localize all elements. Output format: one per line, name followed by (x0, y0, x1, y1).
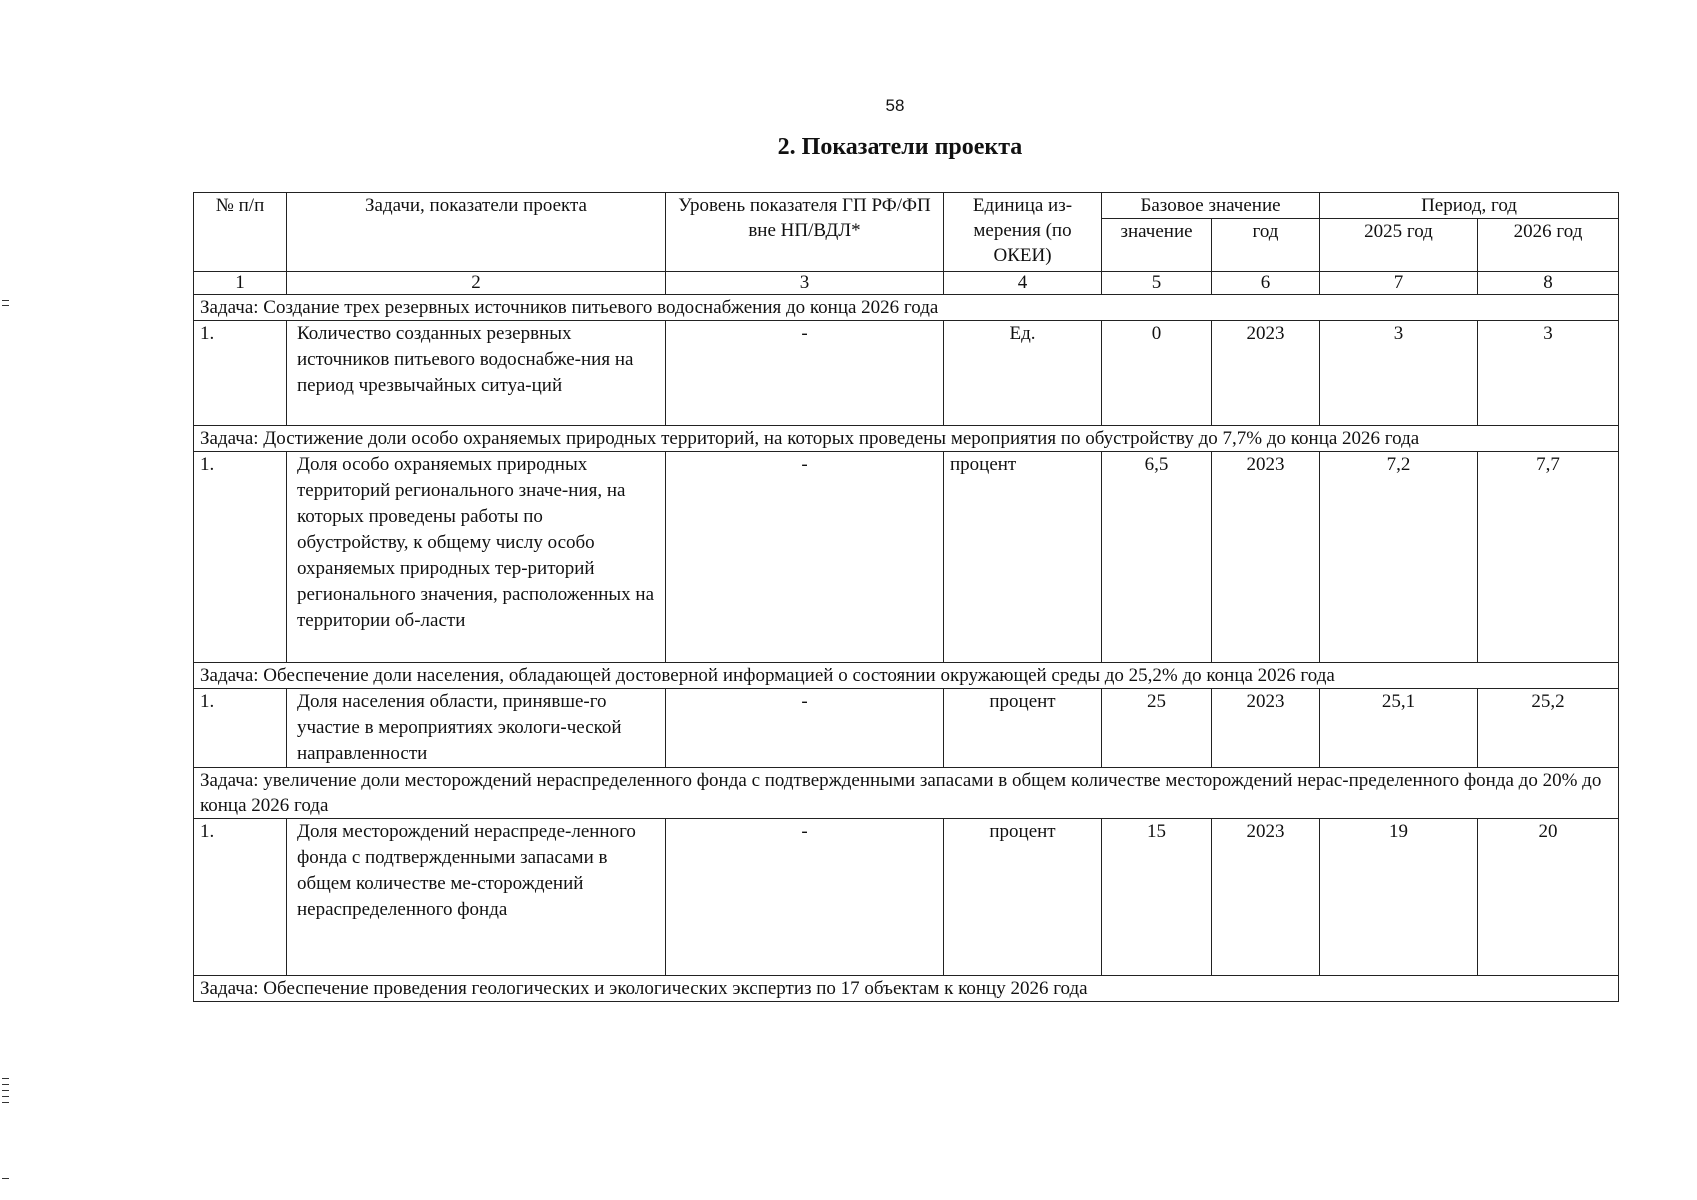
indicator-unit: процент (944, 452, 1102, 663)
header-unit: Единица из-мерения (по ОКЕИ) (944, 193, 1102, 272)
indicator-value-2025: 3 (1320, 321, 1478, 426)
scan-margin-mark (2, 1090, 9, 1091)
indicator-name: Доля особо охраняемых природных территорий регионального значе-ния, на которых проведены работы по обустройству, к общему числу особо охраняемых природных тер-риторий регионального значения, расположенных на территории об-ласти (287, 452, 666, 663)
indicator-base-year: 2023 (1212, 321, 1320, 426)
task-row (194, 295, 1619, 321)
indicator-value-2026: 3 (1478, 321, 1619, 426)
header-base-group: Базовое значение (1102, 193, 1320, 219)
task-row (194, 976, 1619, 1002)
task-text: Задача: Обеспечение доли населения, обладающей достоверной информацией о состоянии окружающей среды до 25,2% до конца 2026 года (194, 663, 1619, 689)
indicator-no: 1. (194, 452, 287, 663)
header-tasks: Задачи, показатели проекта (287, 193, 666, 272)
indicator-no: 1. (194, 819, 287, 976)
column-number: 5 (1102, 272, 1212, 295)
header-base-value: значение (1102, 219, 1212, 272)
scan-margin-mark (2, 1102, 9, 1103)
indicator-value-2026: 7,7 (1478, 452, 1619, 663)
indicator-level: - (666, 452, 944, 663)
indicator-name: Доля населения области, принявше-го участие в мероприятиях экологи-ческой направленности (287, 689, 666, 768)
indicator-value-2026: 25,2 (1478, 689, 1619, 768)
column-numbers-row (194, 272, 1619, 295)
header-year-2025: 2025 год (1320, 219, 1478, 272)
task-text: Задача: Достижение доли особо охраняемых природных территорий, на которых проведены мероприятия по обустройству до 7,7% до конца 2026 года (194, 426, 1619, 452)
scan-margin-mark (2, 1096, 9, 1097)
indicator-row (194, 321, 1619, 426)
header-no: № п/п (194, 193, 287, 272)
header-period-group: Период, год (1320, 193, 1619, 219)
header-row (194, 193, 1619, 219)
column-number: 6 (1212, 272, 1320, 295)
indicator-value-2025: 25,1 (1320, 689, 1478, 768)
indicator-no: 1. (194, 689, 287, 768)
indicator-value-2025: 7,2 (1320, 452, 1478, 663)
page-title: 2. Показатели проекта (777, 134, 1023, 160)
column-number: 3 (666, 272, 944, 295)
column-number: 2 (287, 272, 666, 295)
indicator-row (194, 819, 1619, 976)
indicator-unit: процент (944, 689, 1102, 768)
scan-margin-mark (2, 1084, 9, 1085)
indicator-level: - (666, 321, 944, 426)
indicator-unit: процент (944, 819, 1102, 976)
indicator-row (194, 689, 1619, 768)
task-row (194, 426, 1619, 452)
indicator-base-value: 0 (1102, 321, 1212, 426)
task-text: Задача: Обеспечение проведения геологических и экологических экспертиз по 17 объектам к концу 2026 года (194, 976, 1619, 1002)
indicator-name: Доля месторождений нераспреде-ленного фонда с подтвержденными запасами в общем количестве ме-сторождений нераспределенного фонда (287, 819, 666, 976)
task-text: Задача: Создание трех резервных источников питьевого водоснабжения до конца 2026 года (194, 295, 1619, 321)
indicator-no: 1. (194, 321, 287, 426)
header-level: Уровень показателя ГП РФ/ФП вне НП/ВДЛ* (666, 193, 944, 272)
column-number: 4 (944, 272, 1102, 295)
column-number: 1 (194, 272, 287, 295)
indicator-row (194, 452, 1619, 663)
indicator-value-2025: 19 (1320, 819, 1478, 976)
indicator-base-year: 2023 (1212, 689, 1320, 768)
indicator-base-value: 25 (1102, 689, 1212, 768)
indicator-level: - (666, 819, 944, 976)
scan-margin-mark (2, 305, 9, 306)
page-number: 58 (885, 96, 905, 115)
task-row (194, 663, 1619, 689)
indicator-name: Количество созданных резервных источников питьевого водоснабже-ния на период чрезвычайных ситуа-ций (287, 321, 666, 426)
header-base-year: год (1212, 219, 1320, 272)
indicator-base-value: 15 (1102, 819, 1212, 976)
indicator-base-value: 6,5 (1102, 452, 1212, 663)
task-row (194, 768, 1619, 819)
column-number: 8 (1478, 272, 1619, 295)
indicator-value-2026: 20 (1478, 819, 1619, 976)
indicator-base-year: 2023 (1212, 819, 1320, 976)
scan-margin-mark (2, 1178, 9, 1179)
scan-margin-mark (2, 1078, 9, 1079)
indicators-table (193, 192, 1619, 1002)
indicator-unit: Ед. (944, 321, 1102, 426)
column-number: 7 (1320, 272, 1478, 295)
indicator-base-year: 2023 (1212, 452, 1320, 663)
task-text: Задача: увеличение доли месторождений нераспределенного фонда с подтвержденными запасами в общем количестве месторождений нерас-пределенного фонда до 20% до конца 2026 года (194, 768, 1619, 819)
scan-margin-mark (2, 300, 9, 301)
indicator-level: - (666, 689, 944, 768)
header-year-2026: 2026 год (1478, 219, 1619, 272)
